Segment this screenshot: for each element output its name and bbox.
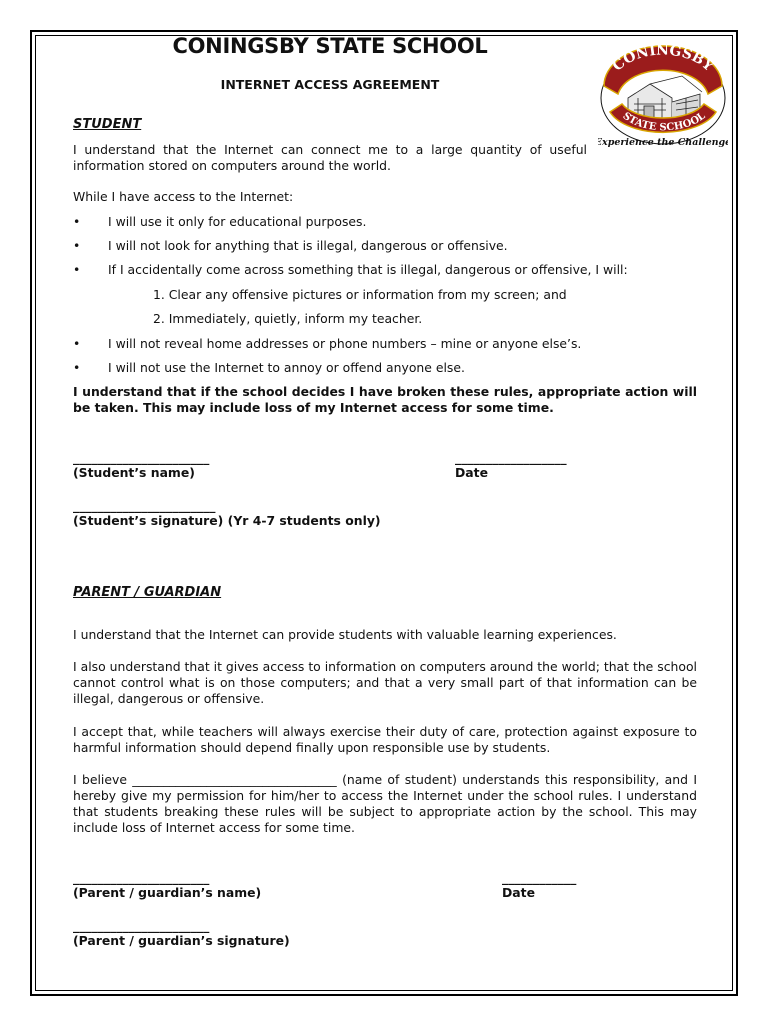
bullet-glyph: • — [73, 262, 81, 277]
numbered-item: 2. Immediately, quietly, inform my teacher. — [153, 311, 423, 326]
student-signature-label: (Student’s signature) (Yr 4-7 students only) — [73, 513, 381, 528]
parent-date-line[interactable]: ____________ — [502, 870, 577, 885]
bullet-text: I will not reveal home addresses or phone numbers – mine or anyone else’s. — [108, 336, 582, 351]
logo-bottom-text: STATE SCHOOL — [620, 110, 708, 134]
school-name: CONINGSBY STATE SCHOOL — [172, 34, 488, 58]
student-while-text: While I have access to the Internet: — [73, 189, 294, 204]
bullet-glyph: • — [73, 214, 81, 229]
student-name-line[interactable]: ______________________ — [73, 450, 210, 465]
student-intro: I understand that the Internet can connect me to a large quantity of useful information stored on computers around the world. — [73, 142, 587, 173]
parent-paragraph: I understand that the Internet can provide students with valuable learning experiences. — [73, 627, 617, 642]
bullet-glyph: • — [73, 360, 81, 375]
bullet-text: I will not look for anything that is illegal, dangerous or offensive. — [108, 238, 508, 253]
school-logo-graphic — [598, 42, 728, 152]
parent-heading: PARENT / GUARDIAN — [73, 585, 222, 600]
parent-signature-label: (Parent / guardian’s signature) — [73, 933, 290, 948]
school-logo — [598, 42, 728, 152]
logo-motto: Experience the Challenge — [598, 137, 728, 148]
parent-name-line[interactable]: ______________________ — [73, 870, 210, 885]
bullet-glyph: • — [73, 336, 81, 351]
parent-paragraph: I also understand that it gives access to information on computers around the world; that the school cannot control what is on those computers; and that a very small part of that information can be illegal, dangerous or offensive. — [73, 659, 697, 706]
parent-name-label: (Parent / guardian’s name) — [73, 885, 262, 900]
parent-date-label: Date — [502, 885, 535, 900]
bullet-text: I will use it only for educational purposes. — [108, 214, 367, 229]
bullet-glyph: • — [73, 238, 81, 253]
student-heading: STUDENT — [73, 117, 142, 132]
student-signature-line[interactable]: _______________________ — [73, 498, 216, 513]
parent-paragraph: I accept that, while teachers will always exercise their duty of care, protection against exposure to harmful information should depend finally upon responsible use by students. — [73, 724, 697, 755]
student-date-line[interactable]: __________________ — [455, 450, 567, 465]
parent-permission-paragraph: I believe _________________________________ (name of student) understands this responsibility, and I hereby give my permission for him/her to access the Internet under the school rules. I understand that students breaking these rules will be subject to appropriate action by the school. This may include loss of Internet access for some time. — [73, 772, 697, 835]
bullet-text: If I accidentally come across something that is illegal, dangerous or offensive, I will: — [108, 262, 628, 277]
numbered-item: 1. Clear any offensive pictures or information from my screen; and — [153, 287, 567, 302]
logo-top-text: CONINGSBY — [609, 42, 717, 75]
bullet-text: I will not use the Internet to annoy or offend anyone else. — [108, 360, 465, 375]
parent-signature-line[interactable]: ______________________ — [73, 918, 210, 933]
document-title: INTERNET ACCESS AGREEMENT — [220, 77, 440, 92]
student-warning: I understand that if the school decides I have broken these rules, appropriate action will be taken. This may include loss of my Internet access for some time. — [73, 384, 697, 415]
student-date-label: Date — [455, 465, 488, 480]
student-name-label: (Student’s name) — [73, 465, 195, 480]
